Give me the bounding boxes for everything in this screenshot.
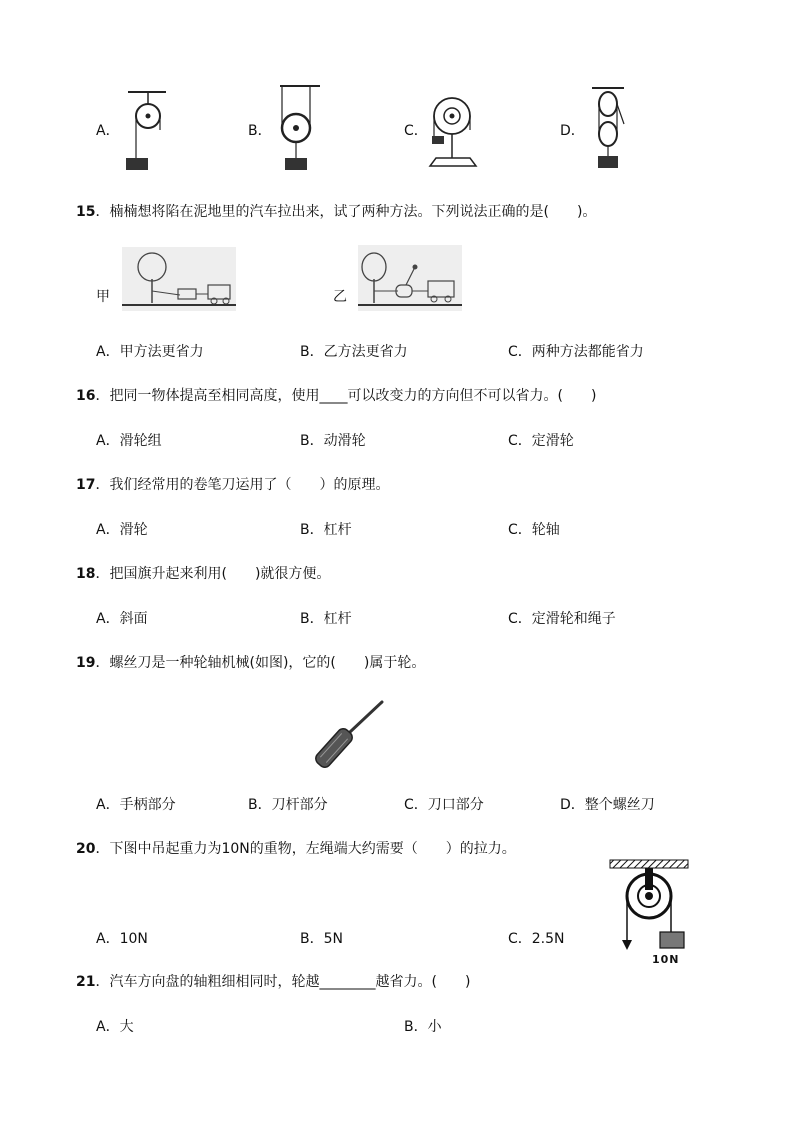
q20-option-b: B．5N [300, 931, 343, 947]
question-19-text: ．螺丝刀是一种轮轴机械(如图)，它的( )属于轮。 [95, 655, 426, 671]
q20-option-a: A．10N [96, 931, 148, 947]
q21-option-b: B．小 [404, 1019, 442, 1035]
q15-figure-label-jia: 甲 [96, 289, 110, 305]
question-16-number: 16 [76, 388, 96, 404]
q17-option-c: C．轮轴 [508, 522, 560, 538]
q15-option-a: A．甲方法更省力 [96, 344, 204, 360]
q14-option-b-label: B． [248, 123, 272, 139]
q19-option-b: B．刀杆部分 [248, 797, 328, 813]
q18-option-b: B．杠杆 [300, 611, 352, 627]
question-20-text: ．下图中吊起重力为10N的重物，左绳端大约需要（ ）的拉力。 [95, 841, 516, 857]
question-20 [76, 838, 516, 858]
question-17-number: 17 [76, 477, 96, 493]
question-19-number: 19 [76, 655, 96, 671]
q19-option-c: C．刀口部分 [404, 797, 484, 813]
question-17 [76, 474, 389, 494]
q19-option-d: D．整个螺丝刀 [560, 797, 655, 813]
q17-option-b: B．杠杆 [300, 522, 352, 538]
q15-figure-label-yi: 乙 [333, 289, 347, 305]
q17-option-a: A．滑轮 [96, 522, 148, 538]
question-21-text: ．汽车方向盘的轴粗细相同时，轮越________越省力。( ) [95, 974, 471, 990]
q20-fixed-pulley-figure [608, 858, 692, 954]
q15-option-c: C．两种方法都能省力 [508, 344, 644, 360]
q19-option-a: A．手柄部分 [96, 797, 176, 813]
question-15 [76, 201, 596, 221]
question-18-number: 18 [76, 566, 96, 582]
q14-option-c-label: C． [404, 123, 428, 139]
q14-wheel-axle-figure-c [426, 92, 480, 168]
question-16 [76, 385, 596, 405]
q14-option-d-label: D． [560, 123, 585, 139]
q14-movable-pulley-figure-b [270, 82, 332, 172]
q14-fixed-pulley-figure-a [118, 88, 178, 172]
question-18 [76, 563, 330, 583]
q18-option-c: C．定滑轮和绳子 [508, 611, 616, 627]
q18-option-a: A．斜面 [96, 611, 148, 627]
q19-screwdriver-figure [310, 698, 388, 772]
question-17-text: ．我们经常用的卷笔刀运用了（ ）的原理。 [95, 477, 390, 493]
q21-option-a: A．大 [96, 1019, 134, 1035]
q15-car-pull-figure-jia [122, 247, 236, 311]
q20-weight-label: 10N [652, 953, 680, 966]
question-15-text: ．楠楠想将陷在泥地里的汽车拉出来，试了两种方法。下列说法正确的是( )。 [95, 204, 597, 220]
question-20-number: 20 [76, 841, 96, 857]
question-18-text: ．把国旗升起来利用( )就很方便。 [95, 566, 331, 582]
q16-option-a: A．滑轮组 [96, 433, 162, 449]
q20-option-c: C．2.5N [508, 931, 565, 947]
question-21 [76, 971, 470, 991]
q16-option-b: B．动滑轮 [300, 433, 366, 449]
question-15-number: 15 [76, 204, 96, 220]
question-19 [76, 652, 425, 672]
question-16-text: ．把同一物体提高至相同高度，使用____可以改变力的方向但不可以省力。( ) [95, 388, 597, 404]
q15-car-pull-figure-yi [358, 245, 462, 311]
q14-pulley-block-figure-d [584, 84, 632, 170]
question-21-number: 21 [76, 974, 96, 990]
q14-option-a-label: A． [96, 123, 120, 139]
q15-option-b: B．乙方法更省力 [300, 344, 408, 360]
q16-option-c: C．定滑轮 [508, 433, 574, 449]
